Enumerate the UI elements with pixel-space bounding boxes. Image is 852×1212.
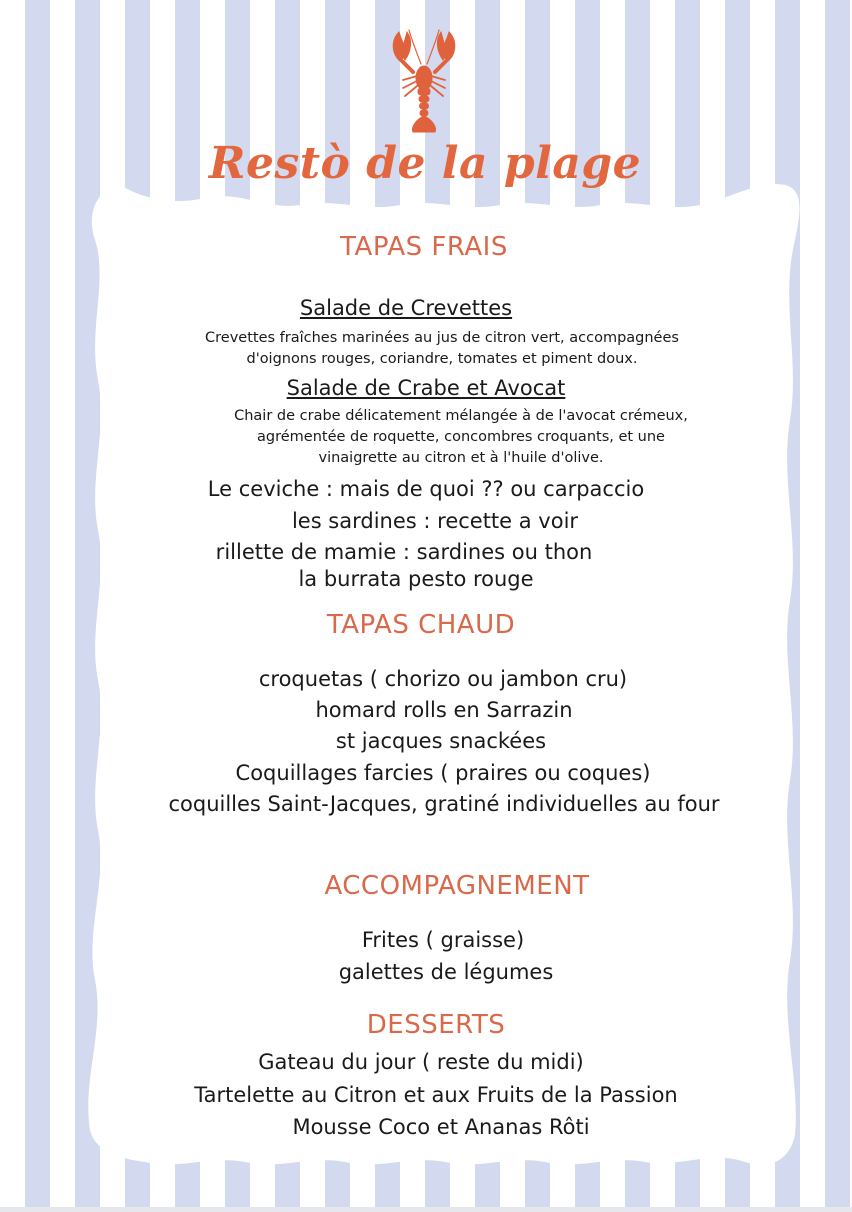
dish-title-salade-crevettes: Salade de Crevettes xyxy=(299,296,513,320)
dish-title-salade-crabe-avocat: Salade de Crabe et Avocat xyxy=(286,376,566,400)
menu-item: les sardines : recette a voir xyxy=(291,509,579,533)
menu-item: Mousse Coco et Ananas Rôti xyxy=(292,1115,590,1139)
restaurant-title: Restò de la plage xyxy=(208,138,642,189)
section-title-accompagnement: ACCOMPAGNEMENT xyxy=(324,871,590,901)
menu-item: Gateau du jour ( reste du midi) xyxy=(258,1050,584,1074)
menu-item: homard rolls en Sarrazin xyxy=(315,698,573,722)
description-line: d'oignons rouges, coriandre, tomates et piment doux. xyxy=(246,351,638,367)
menu-item: la burrata pesto rouge xyxy=(298,567,534,591)
dish-description-salade-crevettes xyxy=(162,328,722,370)
menu-item: st jacques snackées xyxy=(335,729,547,753)
menu-item: croquetas ( chorizo ou jambon cru) xyxy=(258,667,628,691)
menu-item: galettes de légumes xyxy=(338,960,554,984)
menu-item: rillette de mamie : sardines ou thon xyxy=(215,540,593,564)
lobster-icon xyxy=(385,28,463,134)
menu-item: Coquillages farcies ( praires ou coques) xyxy=(235,761,651,785)
dish-description-salade-crabe-avocat xyxy=(181,406,741,469)
description-line: Crevettes fraîches marinées au jus de citron vert, accompagnées xyxy=(205,330,679,346)
description-line: agrémentée de roquette, concombres croquants, et une xyxy=(257,429,665,445)
menu-item: Tartelette au Citron et aux Fruits de la Passion xyxy=(194,1083,678,1107)
section-title-tapas-frais: TAPAS FRAIS xyxy=(340,232,508,262)
menu-item: Le ceviche : mais de quoi ?? ou carpaccio xyxy=(207,477,645,501)
section-title-tapas-chaud: TAPAS CHAUD xyxy=(326,610,516,640)
menu-item: Frites ( graisse) xyxy=(361,928,525,952)
section-title-desserts: DESSERTS xyxy=(366,1010,506,1040)
description-line: Chair de crabe délicatement mélangée à de l'avocat crémeux, xyxy=(234,408,688,424)
menu-item: coquilles Saint-Jacques, gratiné individuelles au four xyxy=(168,792,720,816)
description-line: vinaigrette au citron et à l'huile d'olive. xyxy=(318,450,604,466)
